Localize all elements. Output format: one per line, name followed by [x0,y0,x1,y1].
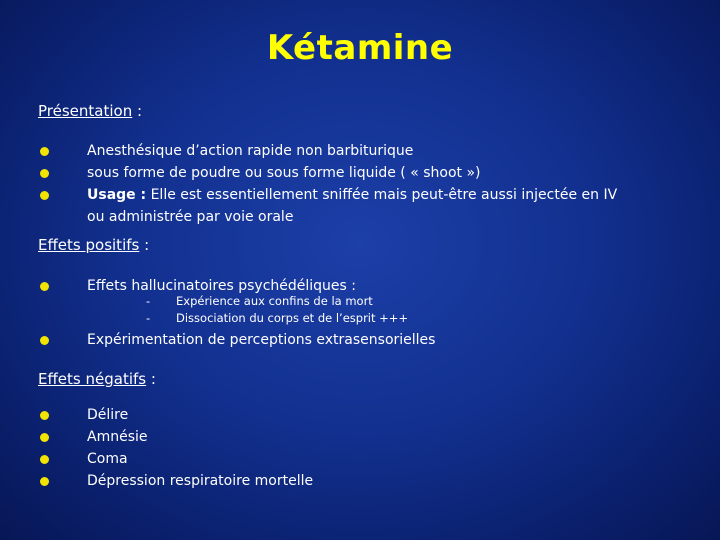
heading-text: Effets négatifs [38,370,147,388]
section-heading-presentation [38,102,142,120]
list-item-text: Dépression respiratoire mortelle [87,473,314,489]
heading-text: Présentation [38,102,133,120]
round-bullet-icon [40,282,49,291]
list-item-text: Anesthésique d’action rapide non barbiturique [87,143,414,159]
round-bullet-icon [40,433,49,442]
list-item-text: Expérimentation de perceptions extrasensorielles [87,332,436,348]
heading-colon: : [132,102,143,120]
round-bullet-icon [40,147,49,156]
slide-title: Kétamine [266,28,454,68]
heading-colon: : [139,236,150,254]
round-bullet-icon [40,336,49,345]
heading-text: Effets positifs [38,236,140,254]
sub-list-item-text: Expérience aux confins de la mort [176,294,373,308]
section-heading-positive [38,236,149,254]
section-heading-negative [38,370,156,388]
round-bullet-icon [40,455,49,464]
list-item-text: Délire [87,407,129,423]
list-item-text [87,184,687,228]
usage-continuation: ou administrée par voie orale [87,209,294,225]
round-bullet-icon [40,411,49,420]
usage-text: Elle est essentiellement sniffée mais peut-être aussi injectée en IV [146,187,618,203]
list-item-text: Coma [87,451,128,467]
heading-colon: : [146,370,156,388]
sub-list-item-text: Dissociation du corps et de l’esprit +++ [176,311,409,325]
list-item-text: Effets hallucinatoires psychédéliques : [87,278,356,294]
round-bullet-icon [40,191,49,200]
dash-icon: - [146,311,151,325]
list-item-text: sous forme de poudre ou sous forme liquide ( « shoot ») [87,165,481,181]
list-item-text: Amnésie [87,429,148,445]
usage-label: Usage : [87,187,147,203]
round-bullet-icon [40,477,49,486]
round-bullet-icon [40,169,49,178]
dash-icon: - [146,294,151,308]
